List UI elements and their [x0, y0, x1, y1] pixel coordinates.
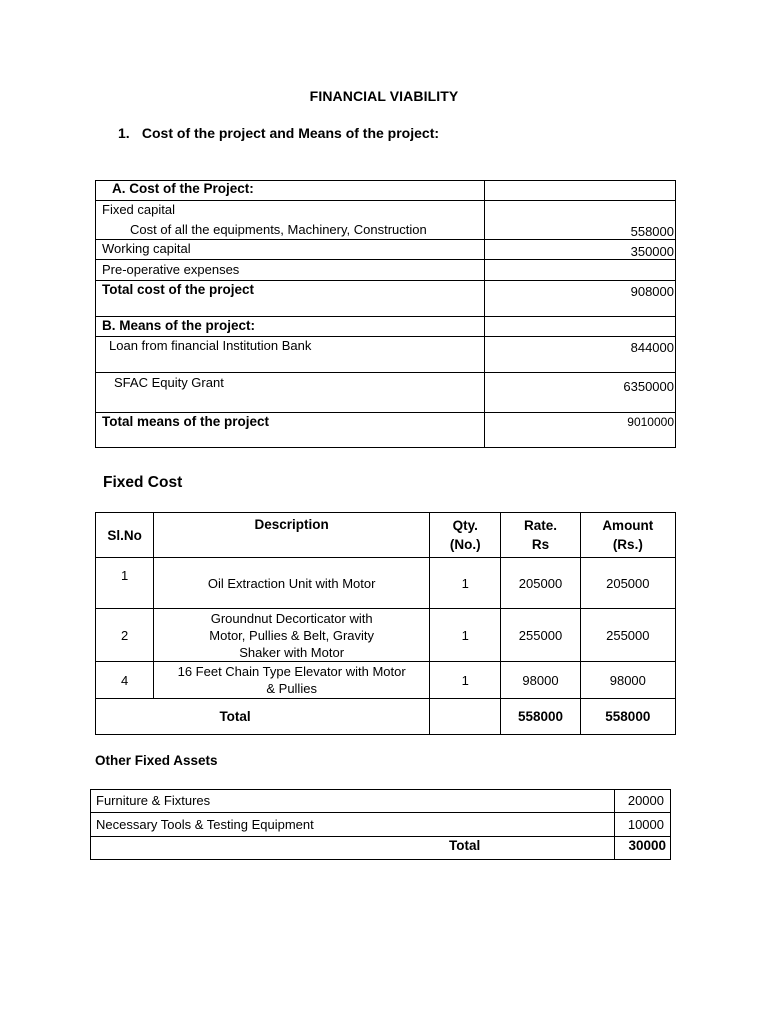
table-total-row: [91, 837, 671, 860]
qty-cell: 1: [430, 609, 501, 662]
description-cell: [154, 609, 430, 662]
slno-cell: 1: [96, 558, 154, 609]
description-line: Shaker with Motor: [239, 644, 345, 660]
other-assets-heading: Other Fixed Assets: [95, 753, 218, 768]
qty-cell: 1: [430, 662, 501, 699]
loan-value: 844000: [485, 337, 676, 373]
description-line: Motor, Pullies & Belt, Gravity: [209, 627, 375, 643]
empty-cell: [485, 317, 676, 337]
sfac-label: SFAC Equity Grant: [96, 373, 485, 413]
slno-cell: 4: [96, 662, 154, 699]
total-means-label: Total means of the project: [96, 413, 485, 448]
col-header-qty: [430, 513, 501, 558]
asset-value: 10000: [615, 813, 671, 837]
total-amount: 558000: [580, 699, 675, 735]
working-capital-label: Working capital: [96, 240, 485, 260]
col-header-description: Description: [154, 513, 430, 558]
fixed-cost-heading: Fixed Cost: [103, 474, 183, 491]
col-header-rate: [501, 513, 580, 558]
assets-total-label: Total: [91, 837, 615, 860]
table-row: [96, 317, 676, 337]
col-header-qty-line1: Qty.: [452, 518, 478, 533]
other-assets-table: [90, 789, 671, 860]
slno-cell: 2: [96, 609, 154, 662]
equipment-label: Cost of all the equipments, Machinery, Construction: [130, 222, 427, 237]
col-header-rate-line1: Rate.: [523, 518, 557, 533]
qty-cell: 1: [430, 558, 501, 609]
working-capital-value: 350000: [485, 240, 676, 260]
section-title: Cost of the project and Means of the project:: [141, 125, 440, 141]
table-row: [91, 813, 671, 837]
table-row: [96, 609, 676, 662]
total-cost-label: Total cost of the project: [96, 281, 485, 317]
table-row: [96, 662, 676, 699]
cost-means-table: [95, 180, 676, 448]
col-header-amount-line2: (Rs.): [612, 537, 643, 552]
equipment-value: 558000: [485, 201, 676, 240]
amount-cell: 205000: [580, 558, 675, 609]
means-heading: B. Means of the project:: [96, 317, 485, 337]
table-row: [91, 790, 671, 813]
table-row: [96, 201, 676, 240]
total-label: Total: [96, 699, 430, 735]
assets-total-value: 30000: [615, 837, 671, 860]
col-header-slno: Sl.No: [96, 513, 154, 558]
table-row: [96, 413, 676, 448]
total-rate: 558000: [501, 699, 580, 735]
table-row: [96, 558, 676, 609]
loan-label: Loan from financial Institution Bank: [96, 337, 485, 373]
asset-value: 20000: [615, 790, 671, 813]
col-header-qty-line2: (No.): [449, 537, 481, 552]
description-line: & Pullies: [266, 681, 317, 696]
empty-cell: [430, 699, 501, 735]
rate-cell: 98000: [501, 662, 580, 699]
col-header-rate-line2: Rs: [531, 537, 550, 552]
table-row: [96, 240, 676, 260]
fixed-capital-label: Fixed capital: [102, 202, 175, 217]
description-cell: [154, 662, 430, 699]
section-heading: [118, 125, 439, 141]
table-total-row: [96, 699, 676, 735]
cost-heading: A. Cost of the Project:: [96, 181, 485, 201]
asset-label: Necessary Tools & Testing Equipment: [91, 813, 615, 837]
rate-cell: 255000: [501, 609, 580, 662]
description-line: 16 Feet Chain Type Elevator with Motor: [177, 664, 406, 679]
empty-cell: [485, 260, 676, 281]
sfac-value: 6350000: [485, 373, 676, 413]
table-row: [96, 337, 676, 373]
total-means-value: 9010000: [485, 413, 676, 448]
col-header-amount-line1: Amount: [602, 518, 654, 533]
fixed-capital-cell: [96, 201, 485, 240]
preoperative-label: Pre-operative expenses: [96, 260, 485, 281]
rate-cell: 205000: [501, 558, 580, 609]
table-row: [96, 281, 676, 317]
fixed-cost-table: [95, 512, 676, 735]
amount-cell: 98000: [580, 662, 675, 699]
asset-label: Furniture & Fixtures: [91, 790, 615, 813]
page-title: FINANCIAL VIABILITY: [309, 88, 459, 104]
table-row: [96, 373, 676, 413]
description-line: Groundnut Decorticator with: [210, 610, 373, 626]
table-row: [96, 181, 676, 201]
table-header-row: [96, 513, 676, 558]
total-cost-value: 908000: [485, 281, 676, 317]
empty-cell: [485, 181, 676, 201]
amount-cell: 255000: [580, 609, 675, 662]
description-cell: Oil Extraction Unit with Motor: [154, 558, 430, 609]
col-header-amount: [580, 513, 675, 558]
section-number: 1.: [118, 125, 130, 141]
table-row: [96, 260, 676, 281]
